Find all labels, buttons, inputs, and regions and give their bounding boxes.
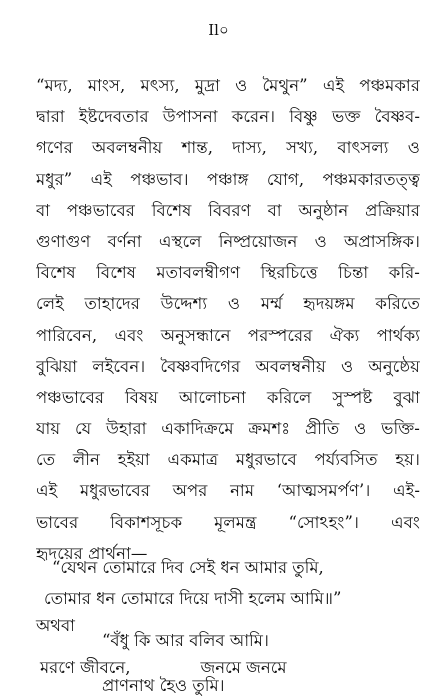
poem-line-1: “বঁধু কি আর বলিব আমি। bbox=[102, 631, 269, 650]
text-line: দ্বারা ইষ্টদেবতার উপাসনা করেন। বিষ্ণু ভক্ত বৈষ্ণব- bbox=[36, 107, 420, 127]
prose-paragraph bbox=[36, 70, 420, 569]
text-line: গুণাগুণ বর্ণনা এস্থলে নিষ্প্রয়োজন ও অপ্রাসঙ্গিক। bbox=[36, 231, 420, 251]
quote-line-2: তোমার ধন তোমারে দিয়ে দাসী হলেম আমি॥” bbox=[44, 589, 342, 608]
text-line: বিশেষ বিশেষ মতাবলম্বীগণ স্থিরচিত্তে চিন্তা করি- bbox=[36, 263, 420, 283]
connector-word: অথবা bbox=[36, 616, 75, 635]
text-line: লেই তাহাদের উদ্দেশ্য ও মর্ম্ম হৃদয়ঙ্গম করিতে bbox=[36, 294, 420, 314]
text-line: এই মধুরভাবের অপর নাম ‘আত্মসমর্পণ’। এই- bbox=[36, 481, 420, 501]
text-line: পঞ্চভাবের বিষয় আলোচনা করিলে সুস্পষ্ট বুঝা bbox=[36, 387, 420, 407]
poem-line-2-right: জনমে জনমে bbox=[200, 658, 287, 677]
quote-line-1: “যেথন তোমারে দিব সেই ধন আমার তুমি, bbox=[52, 558, 324, 577]
text-line: বুঝিয়া লইবেন। বৈষ্ণবদিগের অবলম্বনীয় ও অনুষ্ঠেয় bbox=[36, 356, 420, 376]
text-line: “মদ্য, মাংস, মৎস্য, মুদ্রা ও মৈথুন” এই পঞ্চমকার bbox=[36, 76, 420, 95]
text-line: তে লীন হইয়া একমাত্র মধুরভাবে পর্য্যবসিত হয়। bbox=[36, 450, 420, 470]
page-number: Il০ bbox=[208, 21, 229, 39]
text-line: পারিবেন, এবং অনুসন্ধানে পরস্পরের ঐক্য পার্থক্য bbox=[36, 325, 420, 345]
text-line: ভাবের বিকাশসূচক মূলমন্ত্র “সোঽহং”। এবং bbox=[36, 512, 420, 532]
poem-line-3: প্রাণনাথ হৈও তুমি। bbox=[102, 676, 225, 695]
poem-line-2-left: মরণে জীবনে, bbox=[40, 658, 131, 677]
text-line: যায় যে উহারা একাদিক্রমে ক্রমশঃ প্রীতি ও ভক্তি- bbox=[36, 419, 420, 439]
text-line: গণের অবলম্বনীয় শান্ত, দাস্য, সখ্য, বাৎসল্য ও bbox=[36, 138, 420, 158]
text-line: বা পঞ্চভাবের বিশেষ বিবরণ বা অনুষ্ঠান প্রক্রিয়ার bbox=[36, 200, 420, 220]
text-line: হৃদয়ের প্রার্থনা— bbox=[36, 543, 148, 563]
text-line: মধুর” এই পঞ্চভাব। পঞ্চাঙ্গ যোগ, পঞ্চমকারতত্ত্ব bbox=[36, 169, 420, 189]
